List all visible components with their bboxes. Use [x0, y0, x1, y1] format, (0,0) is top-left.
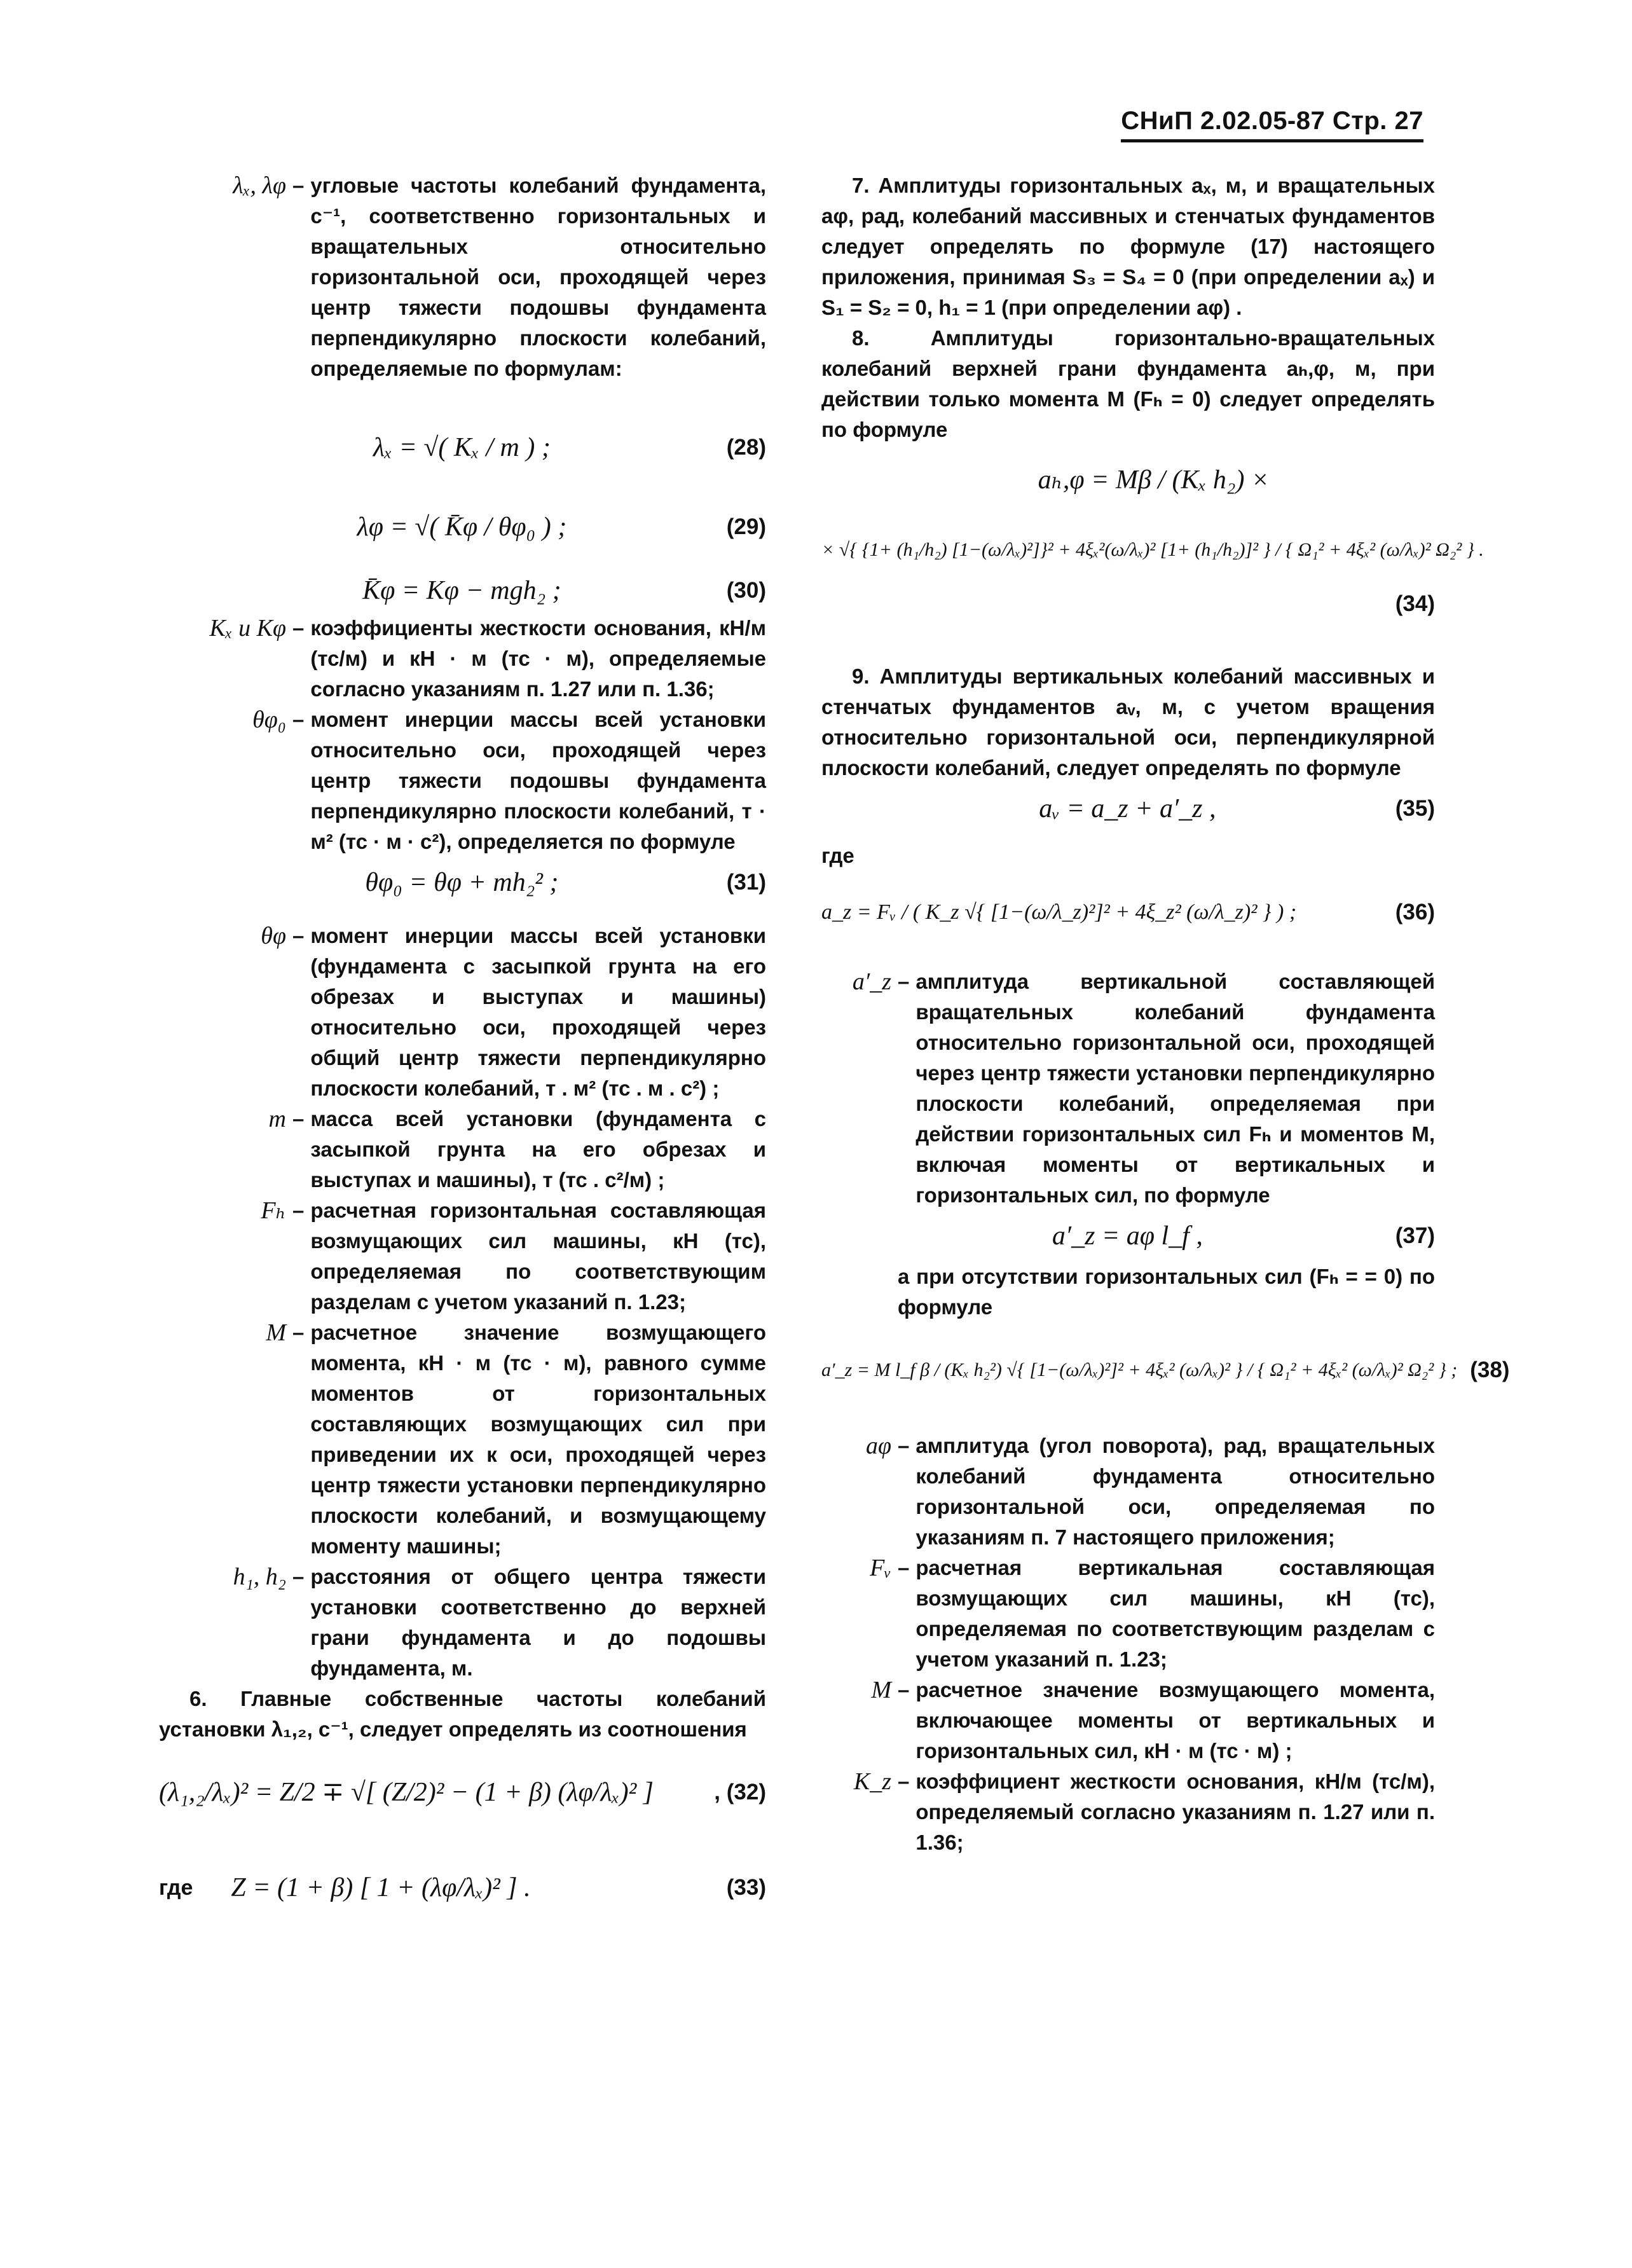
definition-text: масса всей установки (фундамента с засыпкой грунта на его обрезах и выступах и машины), т (тс . с²/м) ; [310, 1107, 766, 1192]
definition-az: a′_z – амплитуда вертикальной составляющей вращательных колебаний фундамента относительно горизонтальной оси, проходящей через центр тяжести установки перпендикулярно плоскости колебаний, определяемая при действии горизонтальных сил Fₕ и моментов M, включая моменты от вертикальных и горизонтальных сил, по формуле [821, 966, 1435, 1211]
definition-text: коэффициенты жесткости основания, кН/м (тс/м) и кН · м (тс · м), определяемые согласно указаниям п. 1.27 или п. 1.36; [310, 616, 766, 701]
equation-30 [159, 568, 766, 613]
equation-number: , (32) [714, 1780, 766, 1804]
formula: aᵥ = a_z + a′_z , [1039, 794, 1216, 823]
equation-number: (34) [1395, 591, 1435, 616]
where-label: где [159, 1876, 193, 1900]
equation-number: (28) [726, 435, 766, 460]
formula: a′_z = M l_f β / (Kₓ h₂²) √{ [1−(ω/λₓ)²]² + 4ξₓ² (ω/λₓ)² } / { Ω₁² + 4ξₓ² (ω/λₓ)² Ω₂² } ; [821, 1359, 1458, 1380]
paragraph-7: 7. Амплитуды горизонтальных aₓ, м, и вращательных aφ, рад, колебаний массивных и стенчатых фундаментов следует определять по формуле (17) настоящего приложения, принимая S₃ = S₄ = 0 (при определении aₓ) и S₁ = S₂ = 0, h₁ = 1 (при определении aφ) . [821, 174, 1435, 319]
formula: a_z = Fᵥ / ( K_z √{ [1−(ω/λ_z)²]² + 4ξ_z² (ω/λ_z)² } ) ; [821, 900, 1297, 924]
paragraph-9: 9. Амплитуды вертикальных колебаний массивных и стенчатых фундаментов aᵥ, м, с учетом вращения относительно горизонтальной оси, перпендикулярной плоскости колебаний, следует определять по формуле [821, 664, 1435, 780]
definition-K: Kₓ и Kφ – коэффициенты жесткости основания, кН/м (тс/м) и кН · м (тс · м), определяемые согласно указаниям п. 1.27 или п. 1.36; [159, 613, 766, 704]
definition-text: момент инерции массы всей установки (фундамента с засыпкой грунта на его обрезах и выступах и машины) относительно оси, проходящей через общий центр тяжести перпендикулярно плоскости колебаний, т . м² (тс . м . с²) ; [310, 924, 766, 1100]
symbol: h₁, h₂ [233, 1564, 286, 1590]
equation-31 [159, 857, 766, 908]
formula: λₓ = √( Kₓ / m ) ; [373, 433, 551, 462]
definition-aphi: aφ – амплитуда (угол поворота), рад, вращательных колебаний фундамента относительно горизонтальной оси, определяемая по указаниям п. 7 настоящего приложения; [821, 1431, 1435, 1553]
equation-number: (37) [1395, 1223, 1435, 1248]
equation-34-bottom [821, 515, 1484, 585]
definition-text: расстояния от общего центра тяжести установки соответственно до верхней грани фундамента и до подошвы фундамента, м. [310, 1565, 766, 1680]
equation-number: (33) [726, 1875, 766, 1900]
formula: θφ₀ = θφ + mh₂² ; [365, 868, 559, 897]
equation-number: (38) [1470, 1357, 1510, 1382]
definition-lambda: λₓ, λφ – угловые частоты колебаний фундамента, с⁻¹, соответственно горизонтальных и вращательных относительно горизонтальной оси, проходящей через центр тяжести подошвы фундамента перпендикулярно плоскости колебаний, определяемые по формулам: [159, 170, 766, 384]
definition-text: момент инерции массы всей установки относительно оси, проходящей через центр тяжести подошвы фундамента перпендикулярно плоскости колебаний, т · м² (тс · м · с²), определяется по формуле [310, 708, 766, 853]
symbol: Kₓ и Kφ [209, 615, 286, 642]
symbol: M [871, 1677, 891, 1703]
equation-28 [159, 409, 766, 486]
equation-number: (29) [726, 514, 766, 539]
left-column [159, 170, 766, 1935]
definition-text: расчетное значение возмущающего момента, включающее моменты от вертикальных и горизонтальных сил, кН · м (тс · м) ; [915, 1678, 1435, 1763]
paragraph-8: 8. Амплитуды горизонтально-вращательных колебаний верхней грани фундамента aₕ,φ, м, при действии только момента M (Fₕ = 0) следует определять по формуле [821, 326, 1435, 441]
symbol: θφ [261, 923, 286, 949]
equation-32 [159, 1745, 766, 1840]
definition-text: коэффициент жесткости основания, кН/м (тс/м), определяемый согласно указаниям п. 1.27 или п. 1.36; [915, 1770, 1435, 1854]
definition-text: амплитуда вертикальной составляющей вращательных колебаний фундамента относительно горизонтальной оси, проходящей через центр тяжести установки перпендикулярно плоскости колебаний, определяемая при действии горизонтальных сил Fₕ и моментов M, включая моменты от вертикальных и горизонтальных сил, по формуле [915, 970, 1435, 1207]
definition-h: h₁, h₂ – расстояния от общего центра тяжести установки соответственно до верхней грани фундамента и до подошвы фундамента, м. [159, 1562, 766, 1684]
symbol: m [268, 1106, 286, 1132]
equation-29 [159, 486, 766, 568]
equation-34-top [821, 445, 1435, 515]
equation-34-number [821, 585, 1435, 623]
equation-number: (35) [1395, 796, 1435, 821]
page-header: СНиП 2.02.05-87 Стр. 27 [1121, 107, 1423, 142]
equation-36 [821, 871, 1435, 954]
formula: × √{ {1+ (h₁/h₂) [1−(ω/λₓ)²]}² + 4ξₓ²(ω/λₓ)² [1+ (h₁/h₂)]² } / { Ω₁² + 4ξₓ² (ω/λₓ)² Ω₂² } . [821, 539, 1484, 560]
symbol: θφ₀ [252, 706, 286, 733]
definition-text: расчетная вертикальная составляющая возмущающих сил машины, кН (тс), определяемая по соответствующим разделам с учетом указаний п. 1.23; [915, 1556, 1435, 1671]
definition-M: M – расчетное значение возмущающего момента, кН · м (тс · м), равного сумме моментов от горизонтальных составляющих возмущающих сил при приведении их к оси, проходящей через центр тяжести установки перпендикулярно плоскости колебаний, и возмущающему моменту машины; [159, 1317, 766, 1562]
equation-33 [159, 1840, 766, 1935]
equation-number: (36) [1395, 900, 1435, 924]
formula: K̄φ = Kφ − mgh₂ ; [362, 576, 561, 605]
definition-theta0: θφ₀ – момент инерции массы всей установки относительно оси, проходящей через центр тяжести подошвы фундамента перпендикулярно плоскости колебаний, т · м² (тс · м · с²), определяется по формуле [159, 704, 766, 857]
definition-text: расчетная горизонтальная составляющая возмущающих сил машины, кН (тс), определяемая по соответствующим разделам с учетом указаний п. 1.23; [310, 1199, 766, 1314]
equation-number: (30) [726, 578, 766, 603]
definition-m: m – масса всей установки (фундамента с засыпкой грунта на его обрезах и выступах и машины), т (тс . с²/м) ; [159, 1104, 766, 1195]
symbol: M [266, 1319, 286, 1346]
equation-35 [821, 783, 1435, 834]
paragraph-6: 6. Главные собственные частоты колебаний установки λ₁,₂, с⁻¹, следует определять из соотношения [159, 1687, 766, 1741]
equation-number: (31) [726, 870, 766, 895]
symbol: λₓ, λφ [233, 172, 286, 199]
formula: aₕ,φ = Mβ / (Kₓ h₂) × [1038, 465, 1270, 495]
definition-text: угловые частоты колебаний фундамента, с⁻¹, соответственно горизонтальных и вращательных относительно горизонтальной оси, проходящей через центр тяжести подошвы фундамента перпендикулярно плоскости колебаний, определяемые по формулам: [310, 174, 766, 380]
formula: Z = (1 + β) [ 1 + (λφ/λₓ)² ] . [231, 1873, 531, 1902]
definition-text: амплитуда (угол поворота), рад, вращательных колебаний фундамента относительно горизонтальной оси, определяемая по указаниям п. 7 настоящего приложения; [915, 1434, 1435, 1549]
definition-Fv: Fᵥ – расчетная вертикальная составляющая возмущающих сил машины, кН (тс), определяемая по соответствующим разделам с учетом указаний п. 1.23; [821, 1553, 1435, 1675]
where-label: где [821, 844, 854, 867]
definition-theta: θφ – момент инерции массы всей установки (фундамента с засыпкой грунта на его обрезах и выступах и машины) относительно оси, проходящей через общий центр тяжести перпендикулярно плоскости колебаний, т . м² (тс . м . с²) ; [159, 921, 766, 1104]
formula: a′_z = aφ l_f , [1052, 1221, 1203, 1251]
symbol: aφ [865, 1433, 891, 1459]
symbol: a′_z [852, 968, 891, 995]
equation-38 [821, 1323, 1510, 1418]
definition-Kz: K_z – коэффициент жесткости основания, кН/м (тс/м), определяемый согласно указаниям п. 1.27 или п. 1.36; [821, 1766, 1435, 1858]
paragraph-no-horizontal: а при отсутствии горизонтальных сил (Fₕ = = 0) по формуле [898, 1265, 1435, 1319]
symbol: Fₕ [261, 1197, 286, 1224]
definition-M2: M – расчетное значение возмущающего момента, включающее моменты от вертикальных и горизонтальных сил, кН · м (тс · м) ; [821, 1675, 1435, 1766]
right-column [821, 170, 1510, 1858]
symbol: K_z [853, 1768, 891, 1795]
formula: λφ = √( K̄φ / θφ₀ ) ; [357, 512, 567, 542]
definition-text: расчетное значение возмущающего момента, кН · м (тс · м), равного сумме моментов от горизонтальных составляющих возмущающих сил при приведении их к оси, проходящей через центр тяжести установки перпендикулярно плоскости колебаний, и возмущающему моменту машины; [310, 1321, 766, 1558]
symbol: Fᵥ [870, 1555, 891, 1581]
equation-37 [821, 1211, 1435, 1261]
definition-Fh: Fₕ – расчетная горизонтальная составляющая возмущающих сил машины, кН (тс), определяемая по соответствующим разделам с учетом указаний п. 1.23; [159, 1195, 766, 1317]
formula: (λ₁,₂/λₓ)² = Z/2 ∓ √[ (Z/2)² − (1 + β) (λφ/λₓ)² ] [159, 1778, 654, 1807]
